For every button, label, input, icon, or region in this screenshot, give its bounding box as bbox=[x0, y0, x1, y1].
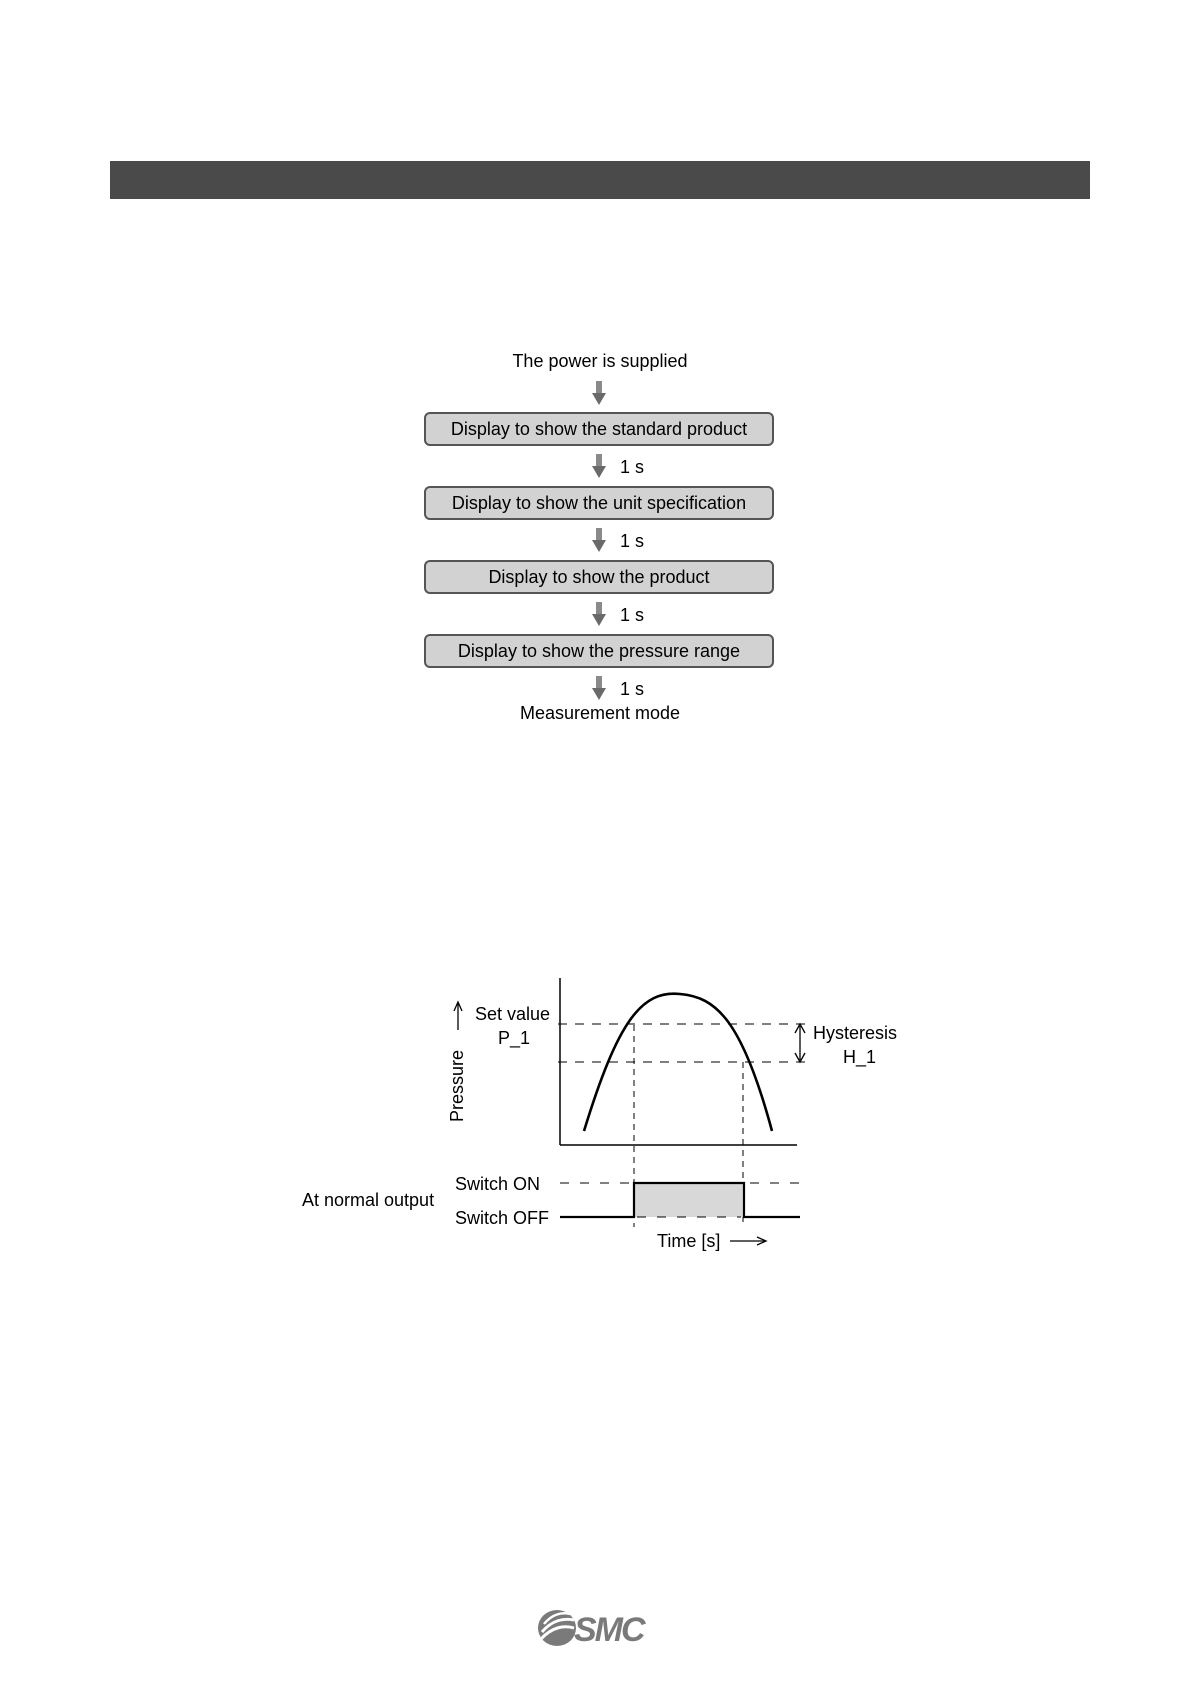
set-value-label: Set value bbox=[475, 1004, 551, 1024]
smc-logo-mark bbox=[538, 1610, 576, 1646]
flow-end-text: Measurement mode bbox=[519, 703, 681, 723]
flow-step-pressure-range: Display to show the pressure range bbox=[424, 634, 774, 668]
time-axis-arrow-icon bbox=[730, 1237, 766, 1245]
flow-step-standard-product: Display to show the standard product bbox=[424, 412, 774, 446]
switch-off-label: Switch OFF bbox=[455, 1208, 550, 1228]
set-value-name: P_1 bbox=[498, 1028, 531, 1048]
flow-start-text: The power is supplied bbox=[512, 351, 688, 371]
smc-logo-icon bbox=[536, 1606, 660, 1650]
switch-on-fill bbox=[635, 1183, 743, 1217]
flow-step-product: Display to show the product bbox=[424, 560, 774, 594]
flow-delay-3: 1 s bbox=[620, 605, 645, 625]
hysteresis-label: Hysteresis bbox=[813, 1023, 898, 1043]
smc-logo-text: SMC bbox=[574, 1611, 644, 1649]
time-axis-label: Time [s] bbox=[657, 1231, 721, 1251]
switch-on-label: Switch ON bbox=[455, 1174, 541, 1194]
hysteresis-name: H_1 bbox=[843, 1047, 877, 1067]
flow-step-unit-specification: Display to show the unit specification bbox=[424, 486, 774, 520]
pressure-axis-label: Pressure bbox=[447, 1049, 467, 1122]
flow-delay-2: 1 s bbox=[620, 531, 645, 551]
normal-output-label: At normal output bbox=[302, 1190, 435, 1210]
hysteresis-arrow-icon bbox=[795, 1024, 805, 1062]
flow-delay-1: 1 s bbox=[620, 457, 645, 477]
flow-delay-4: 1 s bbox=[620, 679, 645, 699]
pressure-axis-arrow-icon bbox=[454, 1002, 462, 1030]
